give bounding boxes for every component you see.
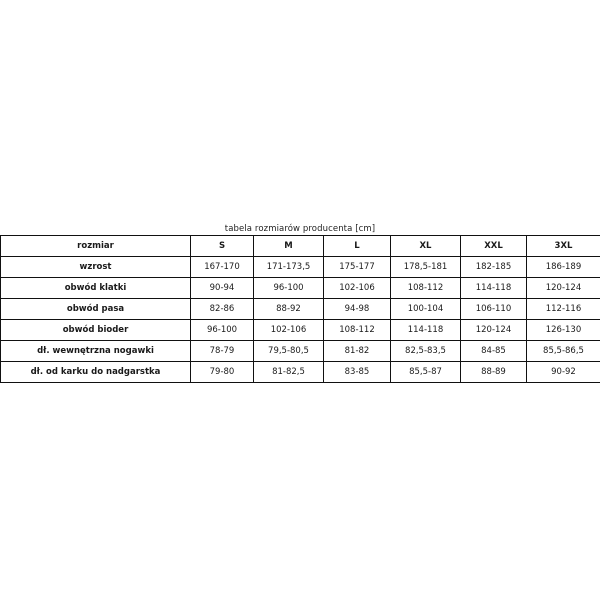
table-row [1, 362, 600, 383]
table-row [1, 299, 600, 320]
row-label: obwód klatki [1, 278, 191, 299]
table-cell: 94-98 [324, 299, 391, 320]
table-cell: 82,5-83,5 [391, 341, 461, 362]
table-cell: 112-116 [527, 299, 600, 320]
table-cell: 178,5-181 [391, 257, 461, 278]
table-cell: 126-130 [527, 320, 600, 341]
table-header-row [1, 236, 600, 257]
table-cell: 81-82,5 [254, 362, 324, 383]
table-row [1, 320, 600, 341]
table-cell: 102-106 [254, 320, 324, 341]
table-row [1, 341, 600, 362]
table-cell: 79,5-80,5 [254, 341, 324, 362]
table-cell: 120-124 [461, 320, 527, 341]
table-cell: 167-170 [191, 257, 254, 278]
table-cell: 85,5-86,5 [527, 341, 600, 362]
row-label: dł. wewnętrzna nogawki [1, 341, 191, 362]
table-cell: 82-86 [191, 299, 254, 320]
table-cell: 88-89 [461, 362, 527, 383]
table-row [1, 278, 600, 299]
row-label: obwód pasa [1, 299, 191, 320]
table-cell: 78-79 [191, 341, 254, 362]
table-cell: 114-118 [461, 278, 527, 299]
header-cell-m: M [254, 236, 324, 257]
table-cell: 106-110 [461, 299, 527, 320]
table-cell: 114-118 [391, 320, 461, 341]
table-cell: 83-85 [324, 362, 391, 383]
header-cell-xl: XL [391, 236, 461, 257]
table-cell: 175-177 [324, 257, 391, 278]
table-cell: 108-112 [391, 278, 461, 299]
header-cell-s: S [191, 236, 254, 257]
table-cell: 100-104 [391, 299, 461, 320]
header-cell-xxl: XXL [461, 236, 527, 257]
table-cell: 120-124 [527, 278, 600, 299]
table-cell: 108-112 [324, 320, 391, 341]
table-row [1, 257, 600, 278]
size-chart-table [0, 235, 600, 383]
table-cell: 84-85 [461, 341, 527, 362]
table-cell: 90-94 [191, 278, 254, 299]
table-cell: 182-185 [461, 257, 527, 278]
header-cell-3xl: 3XL [527, 236, 600, 257]
header-cell-size-label: rozmiar [1, 236, 191, 257]
table-caption: tabela rozmiarów producenta [cm] [224, 224, 376, 234]
row-label: wzrost [1, 257, 191, 278]
table-cell: 102-106 [324, 278, 391, 299]
table-cell: 88-92 [254, 299, 324, 320]
table-cell: 79-80 [191, 362, 254, 383]
header-cell-l: L [324, 236, 391, 257]
table-cell: 186-189 [527, 257, 600, 278]
table-cell: 85,5-87 [391, 362, 461, 383]
table-cell: 96-100 [191, 320, 254, 341]
row-label: dł. od karku do nadgarstka [1, 362, 191, 383]
table-cell: 96-100 [254, 278, 324, 299]
table-cell: 81-82 [324, 341, 391, 362]
table-cell: 171-173,5 [254, 257, 324, 278]
row-label: obwód bioder [1, 320, 191, 341]
table-cell: 90-92 [527, 362, 600, 383]
